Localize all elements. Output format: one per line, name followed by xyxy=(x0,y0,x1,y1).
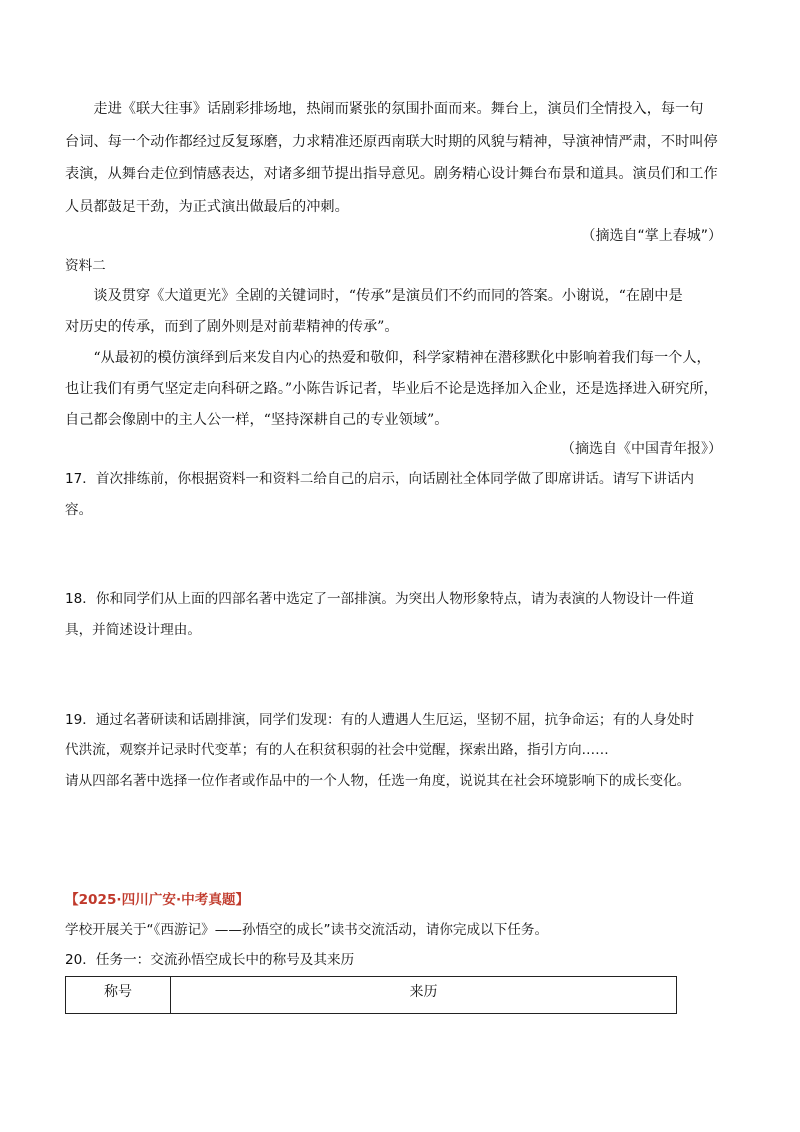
table-header-title: 称号 xyxy=(66,977,171,1014)
question-18: 18．你和同学们从上面的四部名著中选定了一部排演。为突出人物形象特点，请为表演的人物设计一件道 xyxy=(65,591,695,607)
question-20: 20．任务一：交流孙悟空成长中的称号及其来历 xyxy=(65,952,355,968)
table-header-row xyxy=(66,977,677,1014)
material2-line: 谈及贯穿《大道更光》全剧的关键词时，“传承”是演员们不约而同的答案。小谢说，“在剧中是 xyxy=(65,288,683,304)
material2-line: 对历史的传承，而到了剧外则是对前辈精神的传承”。 xyxy=(65,319,399,335)
material2-line: “从最初的模仿演绎到后来发自内心的热爱和敬仰，科学家精神在潜移默化中影响着我们每一个人， xyxy=(65,350,711,366)
question-19-task: 请从四部名著中选择一位作者或作品中的一个人物，任选一角度，说说其在社会环境影响下的成长变化。 xyxy=(65,773,691,789)
title-origin-table xyxy=(65,976,677,1014)
question-18-cont: 具，并简述设计理由。 xyxy=(65,622,201,638)
question-19-cont: 代洪流，观察并记录时代变革；有的人在积贫积弱的社会中觉醒，探索出路，指引方向…… xyxy=(65,742,609,758)
material2-source: （摘选自《中国青年报》） xyxy=(561,441,722,457)
material1-line: 表演，从舞台走位到情感表达，对诸多细节提出指导意见。剧务精心设计舞台布景和道具。演员们和工作 xyxy=(65,166,718,182)
material2-line: 也让我们有勇气坚定走向科研之路。”小陈告诉记者，毕业后不论是选择加入企业，还是选择进入研究所， xyxy=(65,381,718,397)
exam-source-tag: 【2025·四川广安·中考真题】 xyxy=(65,892,250,908)
material2-heading: 资料二 xyxy=(65,258,106,274)
material1-line: 人员都鼓足干劲，为正式演出做最后的冲刺。 xyxy=(65,199,349,215)
question-19: 19．通过名著研读和话剧排演，同学们发现：有的人遭遇人生厄运，坚韧不屈，抗争命运；有的人身处时 xyxy=(65,712,695,728)
material2-line: 自己都会像剧中的主人公一样，“坚持深耕自己的专业领域”。 xyxy=(65,412,449,428)
activity-intro: 学校开展关于“《西游记》——孙悟空的成长”读书交流活动，请你完成以下任务。 xyxy=(65,922,549,938)
question-17-cont: 容。 xyxy=(65,502,93,518)
table-header-origin: 来历 xyxy=(171,977,677,1014)
material1-source: （摘选自“掌上春城”） xyxy=(581,228,722,244)
material1-line: 台词、每一个动作都经过反复琢磨，力求精准还原西南联大时期的风貌与精神，导演神情严肃，不时叫停 xyxy=(65,134,718,150)
material1-line: 走进《联大往事》话剧彩排场地，热闹而紧张的氛围扑面而来。舞台上，演员们全情投入，每一句 xyxy=(65,101,704,117)
question-17: 17．首次排练前，你根据资料一和资料二给自己的启示，向话剧社全体同学做了即席讲话。请写下讲话内 xyxy=(65,471,695,487)
